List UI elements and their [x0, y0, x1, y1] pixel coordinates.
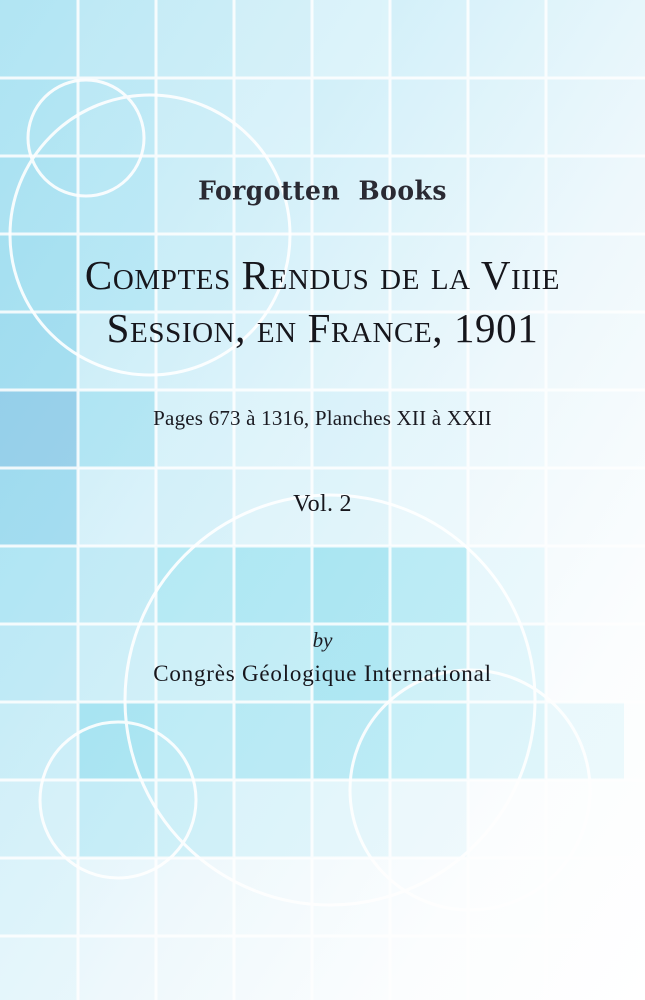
by-label: by [312, 627, 333, 652]
author-name: Congrès Géologique International [153, 660, 492, 686]
page-title: Comptes Rendus de la Viiie Session, en France, 1901 [84, 252, 561, 352]
volume-label: Vol. 2 [293, 490, 352, 517]
publisher-logo: Forgotten Books [198, 175, 447, 206]
page-subtitle: Pages 673 à 1316, Planches XII à XXII [153, 405, 492, 430]
